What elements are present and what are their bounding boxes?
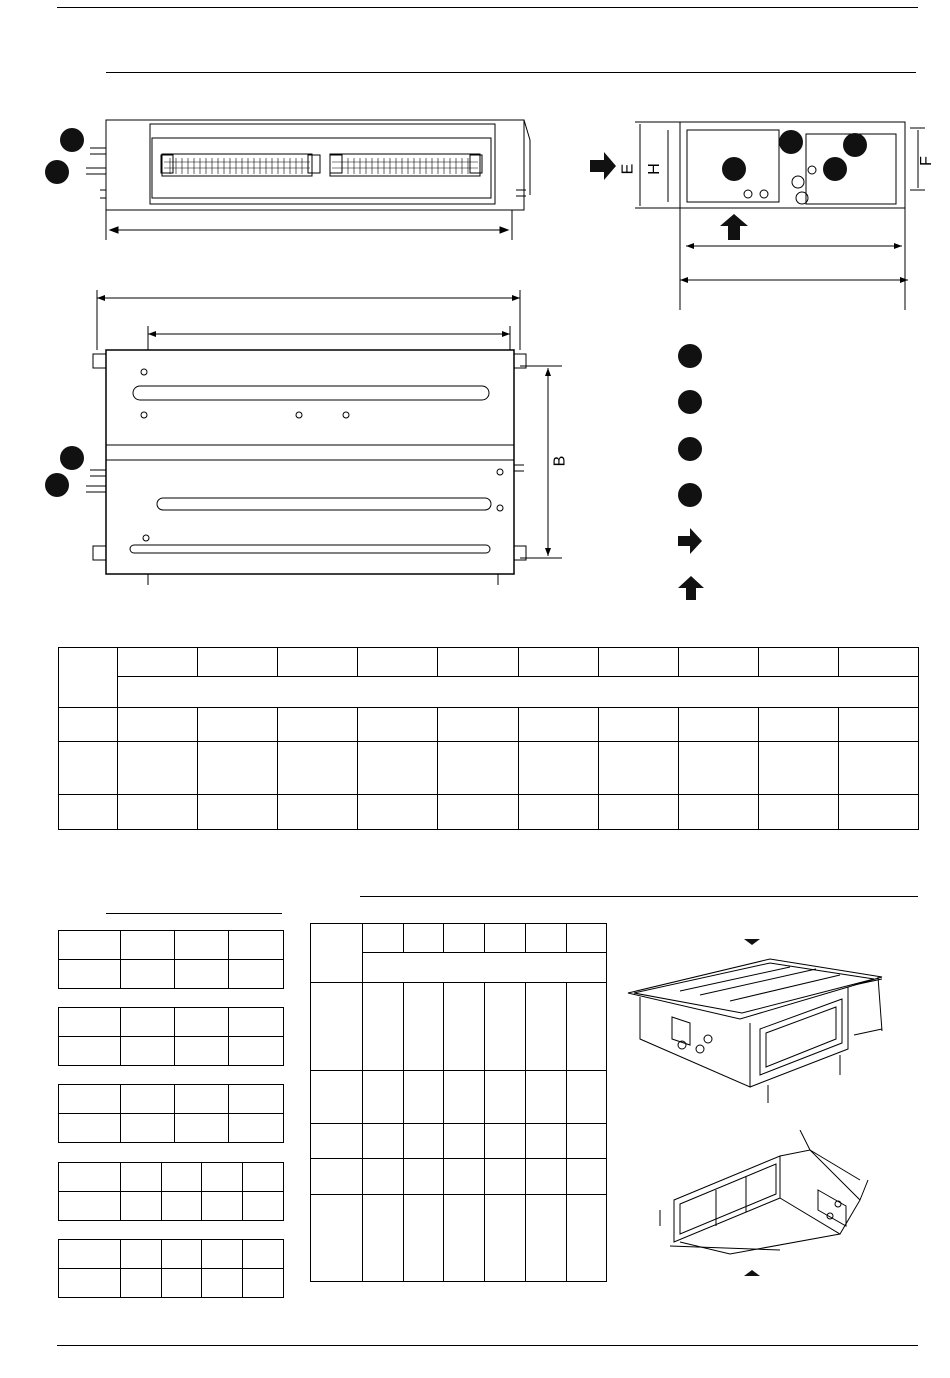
table-cell [278, 795, 358, 830]
table-cell [278, 742, 358, 795]
table-cell [121, 1192, 162, 1221]
table-cell [839, 648, 919, 677]
table-cell [363, 953, 607, 983]
table-cell [759, 648, 839, 677]
table-cell [526, 1124, 567, 1159]
table-cell [229, 1114, 284, 1143]
table-cell [175, 1037, 229, 1066]
table-cell [444, 1071, 485, 1124]
top-rule [57, 7, 918, 8]
isometric-view-top [620, 935, 900, 1105]
table-cell [358, 648, 438, 677]
table-cell [121, 1008, 175, 1037]
table-cell [679, 708, 759, 742]
table-cell [243, 1240, 284, 1269]
table-cell [759, 742, 839, 795]
callout-marker-4 [45, 473, 69, 497]
table-cell [363, 924, 404, 953]
table-cell [526, 1195, 567, 1282]
table-cell [162, 1192, 202, 1221]
table-cell [311, 1124, 363, 1159]
table-cell [175, 931, 229, 960]
table-cell [438, 648, 519, 677]
legend-item-1 [676, 342, 716, 370]
table-cell [358, 708, 438, 742]
table-cell [278, 648, 358, 677]
legend-item-airflow-out [676, 574, 716, 602]
table-cell [567, 1195, 607, 1282]
table-cell [202, 1163, 243, 1192]
dim-label-b: B [551, 455, 569, 467]
table-cell [118, 795, 198, 830]
callout-marker-side-4 [823, 157, 847, 181]
table-cell [599, 795, 679, 830]
table-cell [363, 1159, 404, 1195]
table-cell [121, 931, 175, 960]
table-cell [118, 708, 198, 742]
table-cell [358, 742, 438, 795]
table-cell [59, 708, 118, 742]
table-cell [444, 983, 485, 1071]
table-cell [202, 1240, 243, 1269]
table-cell [567, 1159, 607, 1195]
table-cell [175, 960, 229, 989]
dim-label-h: H [645, 163, 663, 175]
side-view-drawing [580, 110, 925, 315]
table-cell [485, 1124, 526, 1159]
table-cell [679, 648, 759, 677]
table-cell [519, 742, 599, 795]
specs-table [310, 923, 607, 1282]
table-cell [679, 795, 759, 830]
table-cell [198, 795, 278, 830]
table-cell [121, 1037, 175, 1066]
legend-item-4 [676, 481, 716, 509]
table-cell [121, 1240, 162, 1269]
table-cell [759, 708, 839, 742]
legend-item-3 [676, 435, 716, 463]
table-cell [121, 1269, 162, 1298]
table-cell [121, 1114, 175, 1143]
table-cell [229, 960, 284, 989]
top-view-drawing [40, 290, 570, 590]
legend-item-airflow-in [676, 528, 716, 556]
table-cell [311, 1195, 363, 1282]
table-cell [438, 708, 519, 742]
section-rule-1 [106, 72, 916, 73]
isometric-view-bottom [650, 1130, 880, 1290]
table-cell [839, 708, 919, 742]
table-cell [121, 1163, 162, 1192]
table-cell [363, 1195, 404, 1282]
small-table-3 [58, 1084, 284, 1143]
table-cell [485, 1071, 526, 1124]
table-cell [162, 1269, 202, 1298]
table-cell [243, 1163, 284, 1192]
table-cell [198, 742, 278, 795]
table-cell [358, 795, 438, 830]
callout-marker-side-2 [843, 133, 867, 157]
table-cell [162, 1240, 202, 1269]
table-cell [404, 983, 444, 1071]
callout-dot-icon [678, 344, 702, 368]
table-cell [59, 648, 118, 708]
dim-label-f: F [917, 156, 935, 166]
table-cell [229, 931, 284, 960]
table-cell [118, 648, 198, 677]
table-cell [202, 1192, 243, 1221]
table-cell [567, 924, 607, 953]
table-cell [404, 1195, 444, 1282]
table-cell [438, 742, 519, 795]
arrow-right-icon [678, 528, 704, 554]
table-cell [567, 1071, 607, 1124]
bottom-rule [57, 1345, 918, 1346]
table-cell [679, 742, 759, 795]
table-cell [59, 1269, 121, 1298]
table-cell [59, 1192, 121, 1221]
callout-marker-side-1 [779, 130, 803, 154]
arrow-up-icon [678, 574, 704, 600]
table-cell [59, 742, 118, 795]
table-cell [485, 983, 526, 1071]
table-cell [59, 1114, 121, 1143]
callout-dot-icon [678, 437, 702, 461]
small-table-4 [58, 1162, 284, 1221]
callout-marker-side-3 [722, 157, 746, 181]
table-cell [485, 1195, 526, 1282]
table-cell [526, 1159, 567, 1195]
table-cell [599, 742, 679, 795]
table-cell [175, 1008, 229, 1037]
table-cell [121, 1085, 175, 1114]
table-cell [519, 648, 599, 677]
table-cell [175, 1085, 229, 1114]
callout-dot-icon [678, 390, 702, 414]
table-cell [162, 1163, 202, 1192]
table-cell [59, 931, 121, 960]
callout-dot-icon [678, 483, 702, 507]
table-cell [59, 1008, 121, 1037]
table-cell [59, 1085, 121, 1114]
table-cell [59, 1240, 121, 1269]
table-cell [229, 1037, 284, 1066]
table-cell [404, 924, 444, 953]
table-cell [243, 1269, 284, 1298]
table-cell [444, 1195, 485, 1282]
small-table-1 [58, 930, 284, 989]
table-cell [59, 795, 118, 830]
table-cell [759, 795, 839, 830]
table-cell [599, 708, 679, 742]
table-cell [202, 1269, 243, 1298]
table-cell [118, 742, 198, 795]
table-cell [526, 983, 567, 1071]
table-cell [839, 742, 919, 795]
table-cell [485, 924, 526, 953]
table-cell [118, 677, 919, 708]
table-cell [404, 1159, 444, 1195]
subsection-rule [106, 913, 282, 914]
table-cell [363, 1071, 404, 1124]
table-cell [444, 924, 485, 953]
table-cell [404, 1071, 444, 1124]
section-rule-2 [360, 896, 918, 897]
table-cell [198, 648, 278, 677]
table-cell [198, 708, 278, 742]
table-cell [311, 983, 363, 1071]
legend-item-2 [676, 388, 716, 416]
table-cell [519, 795, 599, 830]
table-cell [599, 648, 679, 677]
table-cell [438, 795, 519, 830]
dimensions-table [58, 647, 919, 830]
table-cell [567, 1124, 607, 1159]
table-cell [444, 1124, 485, 1159]
table-cell [519, 708, 599, 742]
table-cell [59, 1037, 121, 1066]
dim-label-e: E [619, 163, 637, 175]
callout-marker-3 [60, 446, 84, 470]
table-cell [363, 983, 404, 1071]
table-cell [229, 1008, 284, 1037]
front-view-drawing [40, 110, 540, 245]
table-cell [59, 960, 121, 989]
small-table-5 [58, 1239, 284, 1298]
table-cell [229, 1085, 284, 1114]
table-cell [526, 924, 567, 953]
table-cell [59, 1163, 121, 1192]
table-cell [175, 1114, 229, 1143]
table-cell [363, 1124, 404, 1159]
callout-marker-2 [45, 160, 69, 184]
table-cell [311, 1159, 363, 1195]
callout-marker-1 [60, 128, 84, 152]
table-cell [839, 795, 919, 830]
table-cell [444, 1159, 485, 1195]
table-cell [243, 1192, 284, 1221]
table-cell [311, 924, 363, 983]
table-cell [311, 1071, 363, 1124]
table-cell [526, 1071, 567, 1124]
table-cell [278, 708, 358, 742]
table-cell [567, 983, 607, 1071]
table-cell [121, 960, 175, 989]
table-cell [485, 1159, 526, 1195]
small-table-2 [58, 1007, 284, 1066]
table-cell [404, 1124, 444, 1159]
